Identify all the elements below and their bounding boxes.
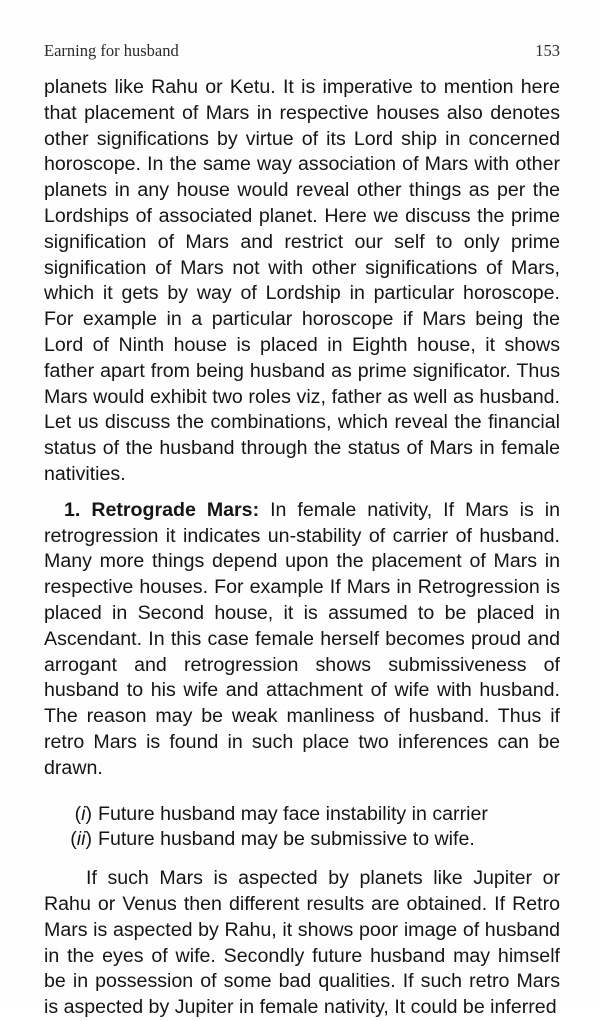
list-marker: (i): [74, 802, 92, 825]
aspect-paragraph: If such Mars is aspected by planets like Jupiter or Rahu or Venus then different results are obtained. If Retro Mars is aspected by Rahu, it shows poor image of husband in the eyes of wife. Secondly future husband may himself be in possession of some bad qualities. If such retro Mars is aspected by Jupiter in female nativity, It could be inferred: [44, 867, 560, 1019]
intro-paragraph: planets like Rahu or Ketu. It is imperative to mention here that placement of Mars in respective houses also denotes other significations by virtue of its Lord ship in concerned horoscope. In the same way association of Mars with other planets in any house would reveal other things as per the Lordships of associated planet. Here we discuss the prime signification of Mars and restrict our self to only prime signification of Mars not with other significations of Mars, which it gets by way of Lordship in particular horoscope. For example in a particular horoscope if Mars being the Lord of Ninth house is placed in Eighth house, it shows father apart from being husband as prime significator. Thus Mars would exhibit two roles viz, father as well as husband. Let us discuss the combinations, which reveal the financial status of the husband through the status of Mars in female nativities.: [44, 76, 560, 485]
page-number: 153: [535, 41, 560, 60]
list-item: [61, 802, 560, 828]
body-text: [44, 75, 560, 1021]
list-marker: (ii): [70, 828, 92, 851]
section-body: In female nativity, If Mars is in retrogression it indicates un-stability of carrier of husband. Many more things depend upon the placement of Mars in respective houses. For example If Mars in Retrogression is placed in Second house, it is assumed to be placed in Ascendant. In this case female herself becomes proud and arrogant and retrogression shows submissiveness of husband to his wife and attachment of wife with husband. The reason may be weak manliness of husband. Thus if retro Mars is found in such place two inferences can be drawn.: [44, 498, 560, 779]
list-item: [61, 827, 560, 853]
running-head: [44, 41, 560, 63]
inference-list: [44, 802, 560, 854]
retrograde-mars-paragraph: [44, 498, 560, 782]
list-item-text: Future husband may face instability in carrier: [98, 802, 488, 825]
list-item-text: Future husband may be submissive to wife.: [98, 828, 475, 851]
chapter-title: Earning for husband: [44, 41, 179, 60]
section-heading: 1. Retrograde Mars:: [64, 498, 260, 521]
